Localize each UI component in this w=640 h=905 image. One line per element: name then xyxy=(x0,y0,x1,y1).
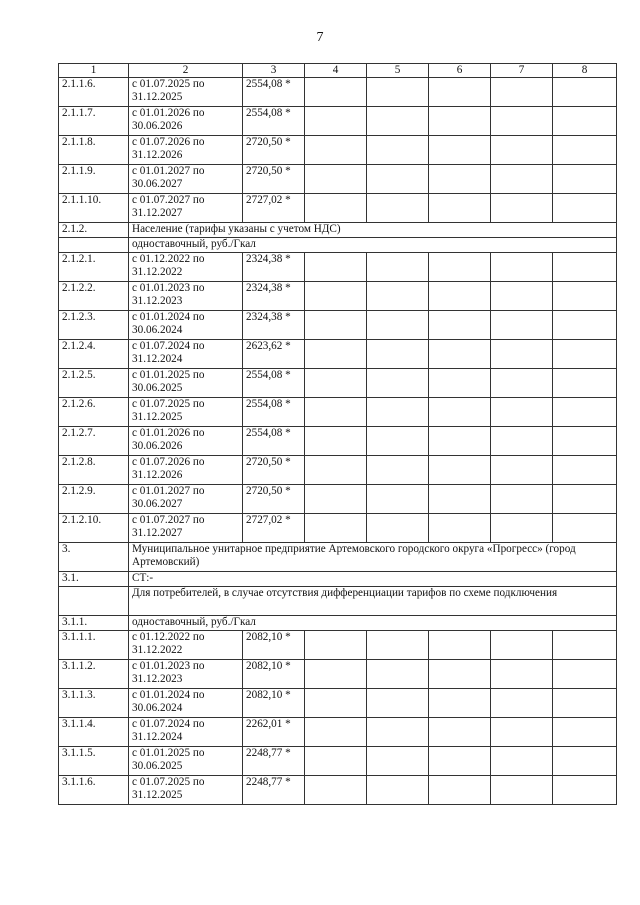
table-row xyxy=(59,587,617,616)
section-heading: одноставочный, руб./Гкал xyxy=(129,616,617,631)
row-number: 2.1.2.10. xyxy=(59,514,129,543)
empty-cell xyxy=(367,398,429,427)
empty-cell xyxy=(367,78,429,107)
period-cell: с 01.01.2024 по 30.06.2024 xyxy=(129,311,243,340)
empty-cell xyxy=(553,253,617,282)
empty-cell xyxy=(491,311,553,340)
empty-cell xyxy=(367,514,429,543)
empty-cell xyxy=(367,282,429,311)
period-cell: с 01.01.2023 по 31.12.2023 xyxy=(129,282,243,311)
table-row xyxy=(59,514,617,543)
column-header: 8 xyxy=(553,64,617,78)
table-row xyxy=(59,543,617,572)
tariff-value: 2554,08 * xyxy=(243,398,305,427)
empty-cell xyxy=(491,456,553,485)
empty-cell xyxy=(305,747,367,776)
section-heading: Население (тарифы указаны с учетом НДС) xyxy=(129,223,617,238)
empty-cell xyxy=(429,165,491,194)
empty-cell xyxy=(491,660,553,689)
period-cell: с 01.01.2025 по 30.06.2025 xyxy=(129,747,243,776)
empty-cell xyxy=(491,689,553,718)
empty-cell xyxy=(553,776,617,805)
tariff-value: 2554,08 * xyxy=(243,427,305,456)
table-row xyxy=(59,311,617,340)
empty-cell xyxy=(429,485,491,514)
empty-cell xyxy=(553,78,617,107)
empty-cell xyxy=(429,776,491,805)
table-row xyxy=(59,136,617,165)
period-cell: с 01.01.2027 по 30.06.2027 xyxy=(129,165,243,194)
row-number: 3. xyxy=(59,543,129,572)
empty-cell xyxy=(491,369,553,398)
empty-cell xyxy=(305,78,367,107)
row-number: 2.1.2.6. xyxy=(59,398,129,427)
column-header: 5 xyxy=(367,64,429,78)
empty-cell xyxy=(305,660,367,689)
empty-cell xyxy=(491,165,553,194)
empty-cell xyxy=(305,776,367,805)
tariff-value: 2554,08 * xyxy=(243,369,305,398)
tariff-value: 2727,02 * xyxy=(243,514,305,543)
empty-cell xyxy=(553,514,617,543)
section-heading: СТ:- xyxy=(129,572,617,587)
empty-cell xyxy=(367,747,429,776)
row-number xyxy=(59,238,129,253)
empty-cell xyxy=(553,456,617,485)
row-number xyxy=(59,587,129,616)
table-row xyxy=(59,340,617,369)
table-row xyxy=(59,572,617,587)
empty-cell xyxy=(491,107,553,136)
empty-cell xyxy=(429,107,491,136)
empty-cell xyxy=(429,136,491,165)
row-number: 2.1.1.9. xyxy=(59,165,129,194)
empty-cell xyxy=(367,253,429,282)
table-row xyxy=(59,718,617,747)
empty-cell xyxy=(491,514,553,543)
empty-cell xyxy=(305,253,367,282)
table-row xyxy=(59,223,617,238)
period-cell: с 01.07.2025 по 31.12.2025 xyxy=(129,776,243,805)
empty-cell xyxy=(491,747,553,776)
period-cell: с 01.12.2022 по 31.12.2022 xyxy=(129,253,243,282)
empty-cell xyxy=(491,718,553,747)
empty-cell xyxy=(553,427,617,456)
table-row xyxy=(59,485,617,514)
tariff-value: 2082,10 * xyxy=(243,689,305,718)
empty-cell xyxy=(553,194,617,223)
empty-cell xyxy=(429,340,491,369)
empty-cell xyxy=(429,398,491,427)
tariff-value: 2720,50 * xyxy=(243,136,305,165)
empty-cell xyxy=(429,747,491,776)
period-cell: с 01.07.2026 по 31.12.2026 xyxy=(129,136,243,165)
empty-cell xyxy=(429,78,491,107)
empty-cell xyxy=(491,136,553,165)
period-cell: с 01.01.2023 по 31.12.2023 xyxy=(129,660,243,689)
empty-cell xyxy=(553,136,617,165)
empty-cell xyxy=(367,776,429,805)
period-cell: с 01.01.2024 по 30.06.2024 xyxy=(129,689,243,718)
row-number: 2.1.2.1. xyxy=(59,253,129,282)
period-cell: с 01.01.2025 по 30.06.2025 xyxy=(129,369,243,398)
tariff-value: 2720,50 * xyxy=(243,456,305,485)
column-header: 7 xyxy=(491,64,553,78)
tariff-value: 2623,62 * xyxy=(243,340,305,369)
table-row xyxy=(59,78,617,107)
row-number: 3.1.1. xyxy=(59,616,129,631)
empty-cell xyxy=(305,136,367,165)
table-row xyxy=(59,282,617,311)
empty-cell xyxy=(553,340,617,369)
empty-cell xyxy=(491,631,553,660)
table-row xyxy=(59,660,617,689)
row-number: 3.1.1.5. xyxy=(59,747,129,776)
empty-cell xyxy=(429,689,491,718)
empty-cell xyxy=(305,427,367,456)
empty-cell xyxy=(367,660,429,689)
table-row xyxy=(59,253,617,282)
empty-cell xyxy=(491,340,553,369)
empty-cell xyxy=(305,311,367,340)
tariff-value: 2248,77 * xyxy=(243,747,305,776)
table-row xyxy=(59,427,617,456)
empty-cell xyxy=(491,776,553,805)
empty-cell xyxy=(429,660,491,689)
row-number: 2.1.1.7. xyxy=(59,107,129,136)
empty-cell xyxy=(429,631,491,660)
table-row xyxy=(59,398,617,427)
row-number: 2.1.2.8. xyxy=(59,456,129,485)
row-number: 2.1.2. xyxy=(59,223,129,238)
empty-cell xyxy=(553,689,617,718)
period-cell: с 01.01.2027 по 30.06.2027 xyxy=(129,485,243,514)
column-header: 2 xyxy=(129,64,243,78)
period-cell: с 01.07.2026 по 31.12.2026 xyxy=(129,456,243,485)
empty-cell xyxy=(305,369,367,398)
empty-cell xyxy=(553,165,617,194)
row-number: 2.1.1.8. xyxy=(59,136,129,165)
empty-cell xyxy=(553,660,617,689)
empty-cell xyxy=(367,136,429,165)
tariff-value: 2554,08 * xyxy=(243,78,305,107)
empty-cell xyxy=(367,165,429,194)
row-number: 3.1. xyxy=(59,572,129,587)
empty-cell xyxy=(553,398,617,427)
column-header: 3 xyxy=(243,64,305,78)
tariff-value: 2324,38 * xyxy=(243,282,305,311)
section-heading: одноставочный, руб./Гкал xyxy=(129,238,617,253)
period-cell: с 01.07.2024 по 31.12.2024 xyxy=(129,340,243,369)
period-cell: с 01.01.2026 по 30.06.2026 xyxy=(129,427,243,456)
table-row xyxy=(59,238,617,253)
tariff-value: 2720,50 * xyxy=(243,485,305,514)
tariff-value: 2720,50 * xyxy=(243,165,305,194)
empty-cell xyxy=(305,107,367,136)
page-number: 7 xyxy=(316,30,324,45)
empty-cell xyxy=(429,456,491,485)
empty-cell xyxy=(305,398,367,427)
empty-cell xyxy=(367,311,429,340)
empty-cell xyxy=(491,427,553,456)
empty-cell xyxy=(367,107,429,136)
row-number: 3.1.1.1. xyxy=(59,631,129,660)
empty-cell xyxy=(367,456,429,485)
table-row xyxy=(59,747,617,776)
empty-cell xyxy=(367,689,429,718)
row-number: 2.1.1.10. xyxy=(59,194,129,223)
row-number: 3.1.1.4. xyxy=(59,718,129,747)
empty-cell xyxy=(429,282,491,311)
tariff-value: 2554,08 * xyxy=(243,107,305,136)
empty-cell xyxy=(553,282,617,311)
empty-cell xyxy=(367,340,429,369)
header-row xyxy=(59,64,617,78)
table-row xyxy=(59,456,617,485)
row-number: 2.1.2.4. xyxy=(59,340,129,369)
empty-cell xyxy=(491,485,553,514)
empty-cell xyxy=(367,369,429,398)
row-number: 2.1.2.5. xyxy=(59,369,129,398)
empty-cell xyxy=(429,253,491,282)
empty-cell xyxy=(305,514,367,543)
row-number: 2.1.2.9. xyxy=(59,485,129,514)
column-header: 1 xyxy=(59,64,129,78)
empty-cell xyxy=(553,718,617,747)
empty-cell xyxy=(367,485,429,514)
tariff-value: 2262,01 * xyxy=(243,718,305,747)
tariff-value: 2324,38 * xyxy=(243,311,305,340)
period-cell: с 01.07.2025 по 31.12.2025 xyxy=(129,78,243,107)
tariff-value: 2727,02 * xyxy=(243,194,305,223)
period-cell: с 01.07.2027 по 31.12.2027 xyxy=(129,514,243,543)
tariff-table xyxy=(58,63,617,805)
row-number: 3.1.1.6. xyxy=(59,776,129,805)
empty-cell xyxy=(491,253,553,282)
empty-cell xyxy=(367,631,429,660)
table-row xyxy=(59,165,617,194)
empty-cell xyxy=(553,369,617,398)
empty-cell xyxy=(429,369,491,398)
empty-cell xyxy=(305,194,367,223)
period-cell: с 01.07.2025 по 31.12.2025 xyxy=(129,398,243,427)
row-number: 2.1.2.7. xyxy=(59,427,129,456)
empty-cell xyxy=(429,311,491,340)
period-cell: с 01.07.2024 по 31.12.2024 xyxy=(129,718,243,747)
empty-cell xyxy=(305,689,367,718)
table-row xyxy=(59,194,617,223)
tariff-value: 2248,77 * xyxy=(243,776,305,805)
table-row xyxy=(59,689,617,718)
empty-cell xyxy=(491,78,553,107)
empty-cell xyxy=(491,398,553,427)
row-number: 2.1.2.2. xyxy=(59,282,129,311)
empty-cell xyxy=(305,718,367,747)
period-cell: с 01.12.2022 по 31.12.2022 xyxy=(129,631,243,660)
empty-cell xyxy=(305,456,367,485)
section-heading: Муниципальное унитарное предприятие Артемовского городского округа «Прогресс» (город Артемовский) xyxy=(129,543,617,572)
empty-cell xyxy=(553,485,617,514)
empty-cell xyxy=(553,747,617,776)
empty-cell xyxy=(305,631,367,660)
empty-cell xyxy=(553,311,617,340)
table-row xyxy=(59,776,617,805)
empty-cell xyxy=(429,194,491,223)
period-cell: с 01.07.2027 по 31.12.2027 xyxy=(129,194,243,223)
empty-cell xyxy=(305,485,367,514)
empty-cell xyxy=(367,718,429,747)
tariff-value: 2082,10 * xyxy=(243,631,305,660)
column-header: 4 xyxy=(305,64,367,78)
empty-cell xyxy=(305,165,367,194)
tariff-value: 2324,38 * xyxy=(243,253,305,282)
empty-cell xyxy=(367,427,429,456)
table-row xyxy=(59,616,617,631)
column-header: 6 xyxy=(429,64,491,78)
empty-cell xyxy=(429,718,491,747)
row-number: 2.1.1.6. xyxy=(59,78,129,107)
period-cell: с 01.01.2026 по 30.06.2026 xyxy=(129,107,243,136)
empty-cell xyxy=(429,514,491,543)
empty-cell xyxy=(491,282,553,311)
row-number: 2.1.2.3. xyxy=(59,311,129,340)
empty-cell xyxy=(553,631,617,660)
empty-cell xyxy=(305,282,367,311)
row-number: 3.1.1.2. xyxy=(59,660,129,689)
empty-cell xyxy=(491,194,553,223)
section-heading: Для потребителей, в случае отсутствия дифференциации тарифов по схеме подключения xyxy=(129,587,617,616)
empty-cell xyxy=(553,107,617,136)
table-row xyxy=(59,107,617,136)
table-row xyxy=(59,369,617,398)
row-number: 3.1.1.3. xyxy=(59,689,129,718)
table-row xyxy=(59,631,617,660)
empty-cell xyxy=(367,194,429,223)
empty-cell xyxy=(429,427,491,456)
tariff-value: 2082,10 * xyxy=(243,660,305,689)
empty-cell xyxy=(305,340,367,369)
